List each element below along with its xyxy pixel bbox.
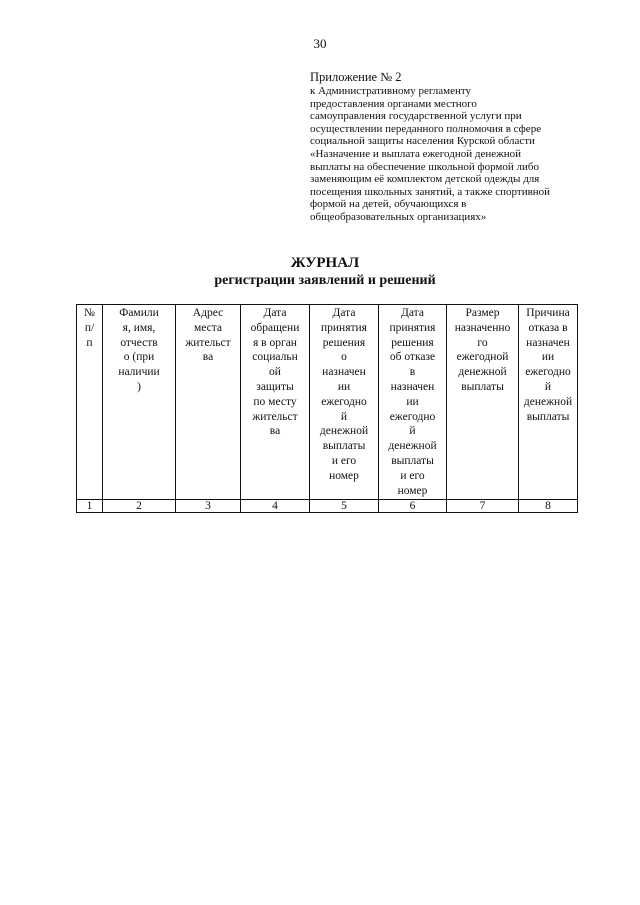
column-header-line: го <box>477 336 488 349</box>
appendix-line: выплаты на обеспечение школьной формой либо <box>310 160 540 173</box>
column-header-line: й <box>340 410 348 423</box>
column-header-line: жительст <box>185 336 231 349</box>
column-header-3 <box>176 305 241 500</box>
column-header-line: защиты <box>256 380 294 393</box>
column-header-line: выплаты <box>526 410 570 423</box>
column-header-line: Причина <box>526 307 570 319</box>
column-header-line: назначен <box>526 336 570 349</box>
column-header-line: ежегодно <box>525 366 571 379</box>
column-header-line: об отказе <box>389 351 436 364</box>
header-row <box>77 305 578 500</box>
column-header-line: ежегодно <box>321 395 367 408</box>
column-header-line: денежной <box>523 395 573 408</box>
column-header-7 <box>447 305 519 500</box>
column-header-line: обращени <box>250 321 300 334</box>
column-header-line: отказа в <box>528 321 568 334</box>
document-subtitle: регистрации заявлений и решений <box>214 273 436 288</box>
column-header-line: ежегодной <box>456 351 509 364</box>
column-header-line: ежегодно <box>389 410 436 423</box>
column-header-line: в <box>409 366 416 379</box>
column-header-5 <box>310 305 379 500</box>
column-header-line: ии <box>406 395 419 408</box>
column-header-line: номер <box>397 484 428 497</box>
column-header-line: й <box>544 380 552 393</box>
column-number-cell: 1 <box>77 500 103 513</box>
appendix-line: «Назначение и выплата ежегодной денежной <box>310 147 521 160</box>
column-header-line: жительст <box>252 410 298 423</box>
appendix-line: осуществлении переданного полномочия в сфере <box>310 122 542 135</box>
column-header-line: о <box>341 351 347 364</box>
column-header-line: ва <box>269 425 281 438</box>
column-header-line: принятия <box>321 321 367 334</box>
column-header-2 <box>103 305 176 500</box>
column-header-line: по месту <box>253 395 297 408</box>
column-header-line: решения <box>322 336 366 349</box>
column-header-1 <box>77 305 103 500</box>
column-header-line: Дата <box>263 307 287 319</box>
column-header-line: ии <box>337 380 351 393</box>
column-header-line: принятия <box>389 321 436 334</box>
appendix-line: посещения школьных занятий, а также спортивной <box>310 185 551 198</box>
column-header-line: Фамили <box>119 307 159 319</box>
column-header-line: № <box>84 307 95 319</box>
column-header-line: ва <box>202 351 214 364</box>
column-number-cell: 4 <box>241 500 310 513</box>
column-header-line: решения <box>391 336 434 349</box>
appendix-line: формой на детей, обучающихся в <box>310 198 467 211</box>
document-title: ЖУРНАЛ <box>290 255 360 271</box>
column-header-line: о (при <box>123 351 155 364</box>
column-header-line: социальн <box>252 351 298 364</box>
column-header-line: Адрес <box>192 307 224 319</box>
column-header-line: п/ <box>84 321 95 334</box>
page-number: 30 <box>313 36 327 51</box>
column-header-6 <box>379 305 447 500</box>
column-header-line: назначен <box>322 366 366 379</box>
column-header-line: номер <box>329 469 359 482</box>
column-number-cell: 5 <box>310 500 379 513</box>
column-header-line: выплаты <box>391 454 434 467</box>
column-header-line: п <box>86 336 93 349</box>
column-header-4 <box>241 305 310 500</box>
column-number-cell: 6 <box>379 500 447 513</box>
column-header-line: ) <box>137 380 141 393</box>
appendix-line: Приложение № 2 <box>310 70 402 84</box>
column-header-line: денежной <box>319 425 369 438</box>
appendix-line: заменяющим её комплектом детской одежды для <box>310 173 540 186</box>
column-number-cell: 8 <box>519 500 578 513</box>
column-header-line: и его <box>400 469 425 482</box>
appendix-note <box>310 70 590 224</box>
column-header-line: я в орган <box>253 336 297 349</box>
column-header-line: выплаты <box>461 380 504 393</box>
column-header-line: Размер <box>465 307 500 319</box>
column-number-cell: 7 <box>447 500 519 513</box>
column-header-line: наличии <box>118 366 160 379</box>
column-number-row <box>77 500 578 513</box>
column-number-cell: 3 <box>176 500 241 513</box>
column-header-line: места <box>193 321 223 334</box>
column-header-line: денежной <box>388 440 437 453</box>
column-header-8 <box>519 305 578 500</box>
column-header-line: Дата <box>332 307 356 319</box>
column-header-line: назначенно <box>454 321 511 334</box>
appendix-line: самоуправления государственной услуги при <box>310 110 522 123</box>
column-header-line: й <box>409 425 416 438</box>
column-header-line: назначен <box>390 380 435 393</box>
appendix-line: социальной защиты населения Курской области <box>310 135 535 148</box>
column-header-line: и его <box>331 454 357 467</box>
column-header-line: я, имя, <box>122 321 156 334</box>
column-header-line: денежной <box>458 366 507 379</box>
column-number-cell: 2 <box>103 500 176 513</box>
column-header-line: ии <box>541 351 555 364</box>
column-header-line: Дата <box>401 307 424 319</box>
column-header-line: выплаты <box>322 440 366 453</box>
appendix-line: к Административному регламенту <box>310 85 472 97</box>
journal-table <box>76 304 578 513</box>
appendix-line: общеобразовательных организациях» <box>310 210 487 223</box>
column-header-line: ой <box>269 366 281 379</box>
appendix-line: предоставления органами местного <box>310 97 477 110</box>
column-header-line: отчеств <box>120 336 158 349</box>
